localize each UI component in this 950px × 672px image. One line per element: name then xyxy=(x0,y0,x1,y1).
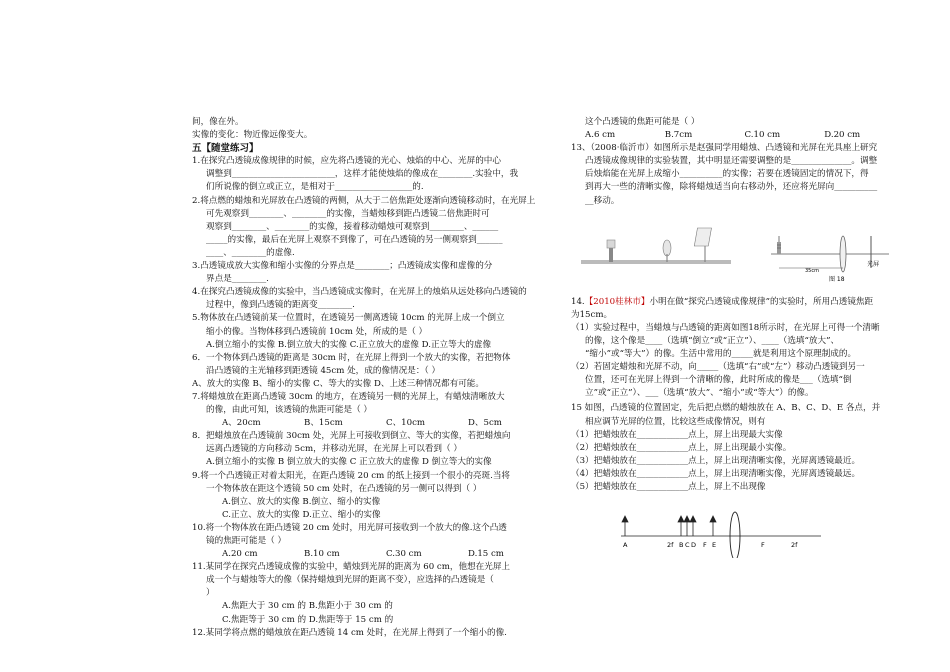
text-line: A、放大的实像 B、缩小的实像 C、等大的实像 D、上述三种情况都有可能。 xyxy=(192,378,484,389)
text-line: 远离凸透镜的方向移动 5cm，并移动光屏，在光屏上可以看到（ ） xyxy=(206,444,462,455)
axis-label: 2f xyxy=(667,541,674,550)
option: D、5cm xyxy=(468,418,502,429)
option: C.30 cm xyxy=(386,549,422,560)
bench-apparatus-image xyxy=(581,228,731,264)
q12-continuation: 这个凸透镜的焦距可能是（ ） xyxy=(585,117,700,127)
text-line: 8．把蜡烛放在凸透镜前 30cm 处，光屏上可接收到倒立、等大的实像，若把蜡烛向 xyxy=(192,431,511,442)
text-line: 的像，这个像是____（选填“倒立”或“正立”）、____（选填“放大”、 xyxy=(585,335,840,346)
text-line: 15 如图，凸透镜的位置固定，先后把点燃的蜡烛放在 A、B、C、D、E 各点，并 xyxy=(571,403,881,414)
figure-18 xyxy=(771,236,889,283)
text-line: 12.某同学将点燃的蜡烛放在距凸透镜 14 cm 处时，在光屏上得到了一个缩小的像. xyxy=(192,627,507,638)
option: A、20cm xyxy=(222,418,261,429)
text-line: 调整到________________________，这样才能使烛焰的像成在________.实验中，我 xyxy=(206,169,519,180)
text-line: 实像的变化：物近像远像变大。 xyxy=(192,130,313,141)
text-line: 成一个与蜡烛等大的像（保持蜡烛到光屏的距离不变），应选择的凸透镜是（ xyxy=(206,575,494,586)
fig18-distance: 35cm xyxy=(805,267,819,274)
q12-options xyxy=(571,129,904,142)
q14-title: 14.【2010桂林市】小明在做“探究凸透镜成像规律”的实验时，所用凸透镜焦距 xyxy=(571,296,874,307)
text-line: __移动。 xyxy=(585,195,620,206)
right-column xyxy=(571,116,904,558)
text-line: 凸透镜成像规律的实验装置，其中明显还需要调整的是______________。调整 xyxy=(585,156,878,167)
options-row xyxy=(192,548,550,561)
text-line: A.倒立缩小的实像 B.倒立放大的实像 C.正立放大的虚像 D.正立等大的虚像 xyxy=(206,339,492,350)
figure-row xyxy=(571,208,904,284)
option: B.10 cm xyxy=(304,549,340,560)
text-line: 的像，由此可知，该透镜的焦距可能是（ ） xyxy=(206,405,373,416)
options-row xyxy=(192,417,550,430)
text-line: 立”或“正立”）、___（选填“放大”、“缩小”或“等大”）的像。 xyxy=(585,388,814,399)
question-15 xyxy=(571,402,904,494)
text-line: 9.将一个凸透镜正对着太阳光，在距凸透镜 20 cm 的纸上接到一个很小的亮斑.当将 xyxy=(192,470,511,481)
question-13 xyxy=(571,142,904,207)
option: B、15cm xyxy=(304,418,343,429)
text-line: （2）把蜡烛放在____________点上，屏上出现最小实像。 xyxy=(571,442,792,453)
text-line: 2.将点燃的蜡烛和光屏放在凸透镜的两侧，从大于二倍焦距处逐渐向透镜移动时，在光屏上 xyxy=(192,195,536,206)
text-line: C.正立、放大的实像 D.正立、缩小的实像 xyxy=(222,509,381,520)
text-line: 相应调节光屏的位置，比较这些成像情况，则有 xyxy=(585,416,766,427)
axis-label: E xyxy=(712,541,717,550)
option: C、10cm xyxy=(386,418,426,429)
text-line: ____、________的虚像. xyxy=(206,247,295,258)
optical-bench-figure xyxy=(571,208,904,284)
option: D.15 cm xyxy=(468,549,504,560)
text-line: A.焦距大于 30 cm 的 B.焦距小于 30 cm 的 xyxy=(222,601,393,612)
text-line: “缩小”或“等大”）的像。生活中常用的_____就是利用这个原理制成的。 xyxy=(585,349,857,360)
text-line: 一个物体放在距这个透镜 50 cm 处时，在凸透镜的另一侧可以得到（ ） xyxy=(206,483,482,494)
text-line: 6．一个物体到凸透镜的距离是 30cm 时，在光屏上得到一个放大的实像，若把物体 xyxy=(192,352,511,363)
axis-label: F xyxy=(761,541,765,550)
text-line: 过程中，像到凸透镜的距离变________. xyxy=(206,300,355,311)
text-line: （4）把蜡烛放在____________点上，屏上出现清晰实像，光屏离透镜最远。 xyxy=(571,468,861,479)
option: D.20 cm xyxy=(824,130,861,141)
text-line: 界点是________. xyxy=(206,274,269,285)
text-line: 13、（2008·临沂市）如图所示是赵强同学用蜡烛、凸透镜和光屏在光具座上研究 xyxy=(571,143,878,154)
text-line: C.焦距等于 30 cm 的 D.焦距等于 15 cm 的 xyxy=(222,614,394,625)
text-line: 沿凸透镜的主光轴移到距透镜 45cm 处，成的像情况是：（ ） xyxy=(206,365,441,376)
axis-label: 2f xyxy=(791,541,798,550)
text-line: 为15cm。 xyxy=(571,309,613,320)
text-line: （2）若固定蜡烛和光屏不动，向_____（选填“右”或“左”）移动凸透镜到另一 xyxy=(571,362,865,373)
text-line: （1）实验过程中，当蜡烛与凸透镜的距离如图18所示时，在光屏上可得一个清晰 xyxy=(571,322,880,333)
section-heading: 五【随堂练习】 xyxy=(192,143,259,155)
text-line: _____的实像，最后在光屏上观察不到像了，可在凸透镜的另一侧观察到______ xyxy=(206,234,503,245)
text-line: A.倒立缩小的实像 B 倒立放大的实像 C 正立放大的虚像 D 倒立等大的实像 xyxy=(206,457,492,468)
text-line: 1.在探究凸透镜成像规律的时候，应先将凸透镜的光心、烛焰的中心、光屏的中心 xyxy=(192,156,501,167)
text-line: 11.某同学在探究凸透镜成像的实验中，蜡烛到光屏的距离为 60 cm，他想在光屏上 xyxy=(192,562,511,573)
text-line: 位置，还可在光屏上得到一个清晰的像，此时所成的像是___（选填“倒 xyxy=(585,375,852,386)
text-line: 们所说像的倒立或正立，是相对于__________________的. xyxy=(206,182,424,193)
lens-axis-figure xyxy=(571,498,904,558)
text-line: 可先观察到________、________的实像，当蜡烛移到距凸透镜二倍焦距时可 xyxy=(206,208,490,219)
left-column xyxy=(192,116,550,640)
text-line: 10.将一个物体放在距凸透镜 20 cm 处时，用光屏可接收到一个放大的像.这个凸透 xyxy=(192,522,507,533)
text-line: 后烛焰能在光屏上成缩小__________的实像；若要在透镜固定的情况下，得 xyxy=(585,169,869,180)
option: A.20 cm xyxy=(222,549,258,560)
text-line: 3.凸透镜成放大实像和缩小实像的分界点是________；凸透镜成实像和虚像的分 xyxy=(192,261,493,272)
axis-label: F xyxy=(703,541,707,550)
text-line: （1）把蜡烛放在____________点上，屏上出现最大实像 xyxy=(571,429,783,440)
fig18-screen-label: 光屏 xyxy=(867,260,880,268)
text-line: 缩小的像。当物体移到凸透镜前 10cm 处，所成的是（ ） xyxy=(206,326,428,337)
text-line: 5.物体放在凸透镜前某一位置时，在透镜另一侧离透镜 10cm 的光屏上成一个倒立 xyxy=(192,313,505,324)
text-line: 4.在探究凸透镜成像的实验中，当凸透镜成实像时，在光屏上的烛焰从远处移向凸透镜的 xyxy=(192,287,527,298)
option: B.7cm xyxy=(664,130,693,141)
question-14 xyxy=(571,309,904,401)
text-line: 观察到________、________的实像，接着移动蜡烛可观察到________、______ xyxy=(206,221,499,232)
q14-source: 【2010桂林市】 xyxy=(584,296,650,307)
text-line: （5）把蜡烛放在____________点上，屏上不出现像 xyxy=(571,481,766,492)
text-line: （3）把蜡烛放在____________点上，屏上出现清晰实像，光屏离透镜最近。 xyxy=(571,455,861,466)
text-line: 间，像在外。 xyxy=(192,117,244,127)
option: C.10 cm xyxy=(744,130,781,141)
text-line: 镜的焦距可能是（ ） xyxy=(206,536,287,546)
axis-label: A xyxy=(623,541,628,550)
fig18-caption: 图 18 xyxy=(829,275,845,283)
axis-label: B xyxy=(679,541,684,550)
axis-label: D xyxy=(691,541,697,550)
text-line: 7.将蜡烛放在距离凸透镜 30cm 的地方，在透镜另一侧的光屏上，有蜡烛清晰放大 xyxy=(192,391,505,402)
text-line: 到再大一些的清晰实像，除将蜡烛适当向右移动外，还应将光屏向__________ xyxy=(585,182,878,193)
axis-label: C xyxy=(685,541,690,550)
text-line: A.倒立、放大的实像 B.倒立、缩小的实像 xyxy=(222,496,381,507)
option: A.6 cm xyxy=(585,130,616,141)
text-line: ） xyxy=(206,588,215,599)
